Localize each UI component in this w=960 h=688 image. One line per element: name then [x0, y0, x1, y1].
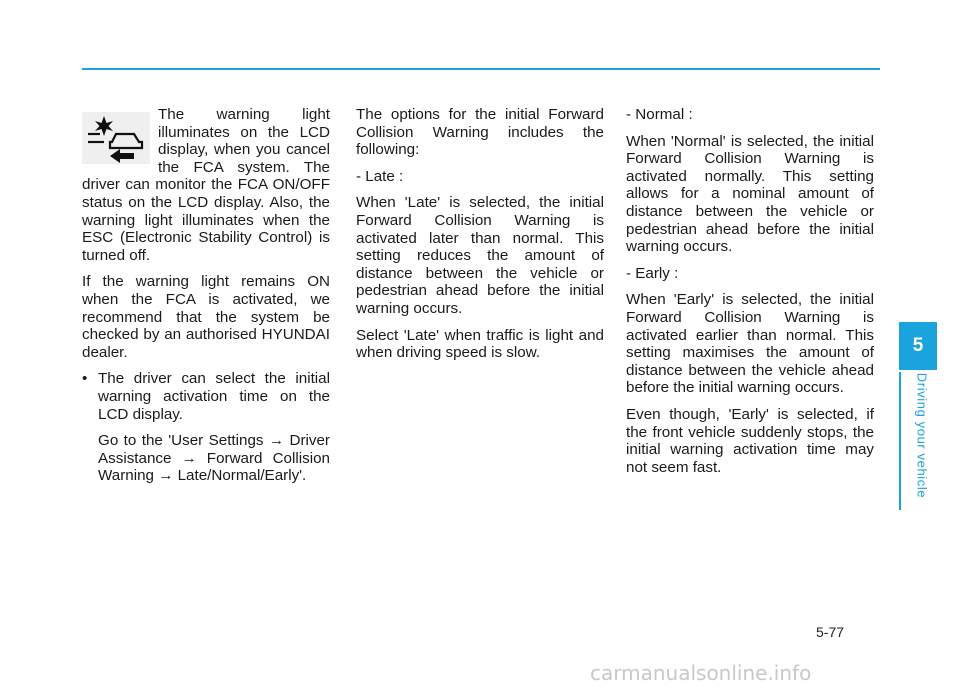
options-intro: The options for the initial Forward Collision Warning includes the following:	[356, 106, 604, 159]
bullet-dot-icon: •	[82, 370, 88, 388]
dealer-paragraph: If the warning light remains ON when the FCA is activated, we recommend that the system be checked by an authorised HYUNDAI dealer.	[82, 273, 330, 361]
chapter-number: 5	[912, 335, 924, 356]
normal-description: When 'Normal' is selected, the initial Forward Collision Warning is activated normally. This setting allows for a nominal amount of distance between the vehicle or pedestrian ahead before the initial warning occurs.	[626, 132, 874, 256]
normal-heading: - Normal :	[626, 106, 693, 123]
chapter-label: Driving your vehicle	[914, 372, 930, 499]
bullet-text: The driver can select the initial warning activation time on the LCD display.	[98, 370, 330, 423]
early-description: When 'Early' is selected, the initial Forward Collision Warning is activated earlier than normal. This setting maximises the amount of distance between the vehicle ahead before the initial warning occurs.	[626, 291, 874, 397]
column-1	[82, 106, 330, 494]
chapter-tab-rule	[899, 372, 901, 510]
late-description: When 'Late' is selected, the initial Forward Collision Warning is activated later than normal. This setting reduces the amount of distance between the vehicle or pedestrian ahead before the initial warning occurs.	[356, 194, 604, 317]
early-note: Even though, 'Early' is selected, if the front vehicle suddenly stops, the initial warning activation time may not seem fast.	[626, 405, 874, 476]
late-tip: Select 'Late' when traffic is light and when driving speed is slow.	[356, 326, 604, 362]
watermark: carmanualsonline.info	[590, 661, 812, 685]
intro-paragraph: The warning light illuminates on the LCD display, when you cancel the FCA system. The driver can monitor the FCA ON/OFF status on the LCD display. Also, the warning light illuminates when the ESC (Electronic Stability Control) is turned off.	[82, 106, 330, 264]
page-number: 5-77	[816, 624, 845, 640]
early-heading: - Early :	[626, 264, 679, 282]
fca-warning-light-icon	[82, 112, 150, 164]
column-2	[356, 106, 604, 371]
header-rule	[82, 68, 880, 70]
late-heading: - Late :	[356, 167, 404, 185]
list-item	[82, 370, 330, 423]
column-3	[626, 106, 874, 485]
settings-path: Go to the 'User Settings → Driver Assistance → Forward Collision Warning → Late/Normal/Early'.	[98, 432, 330, 485]
